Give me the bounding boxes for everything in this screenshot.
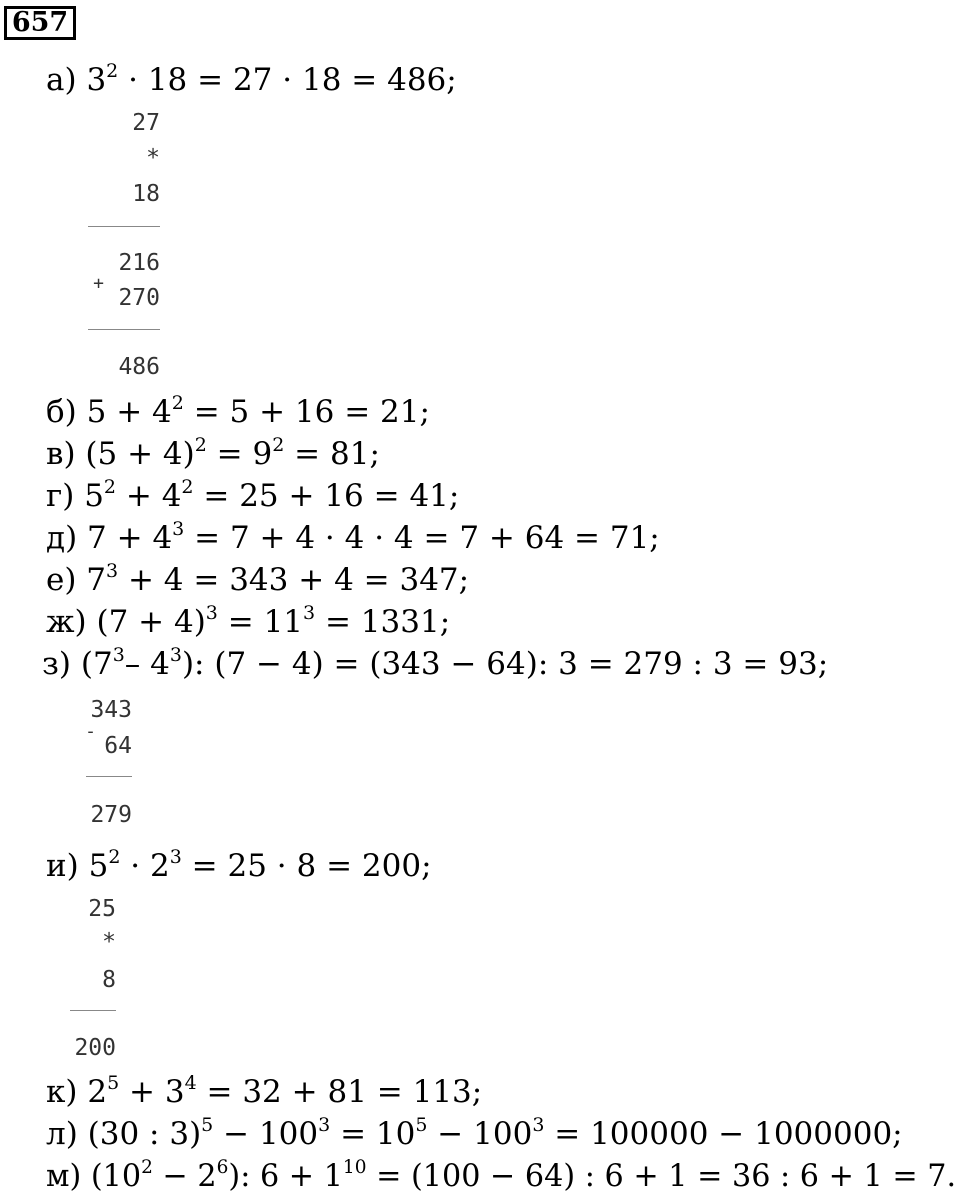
calc-a-top: 27 <box>132 110 160 136</box>
line-i: и) $5^2 \cdot 2^3 = 25 \cdot 8 = 200$; <box>46 846 432 884</box>
calc-i-bottom: 8 <box>102 967 116 993</box>
calc-i-op: * <box>102 929 116 955</box>
line-g: г) $5^2 + 4^2 = 25 + 16 = 41$; <box>46 476 460 514</box>
calc-z-op: - <box>85 721 96 742</box>
calc-i-rule <box>70 1010 116 1011</box>
line-zh: ж) $(7 + 4)^3 = 11^3 = 1331$; <box>46 602 451 640</box>
line-l: л) (30 : $3)^5 - 100^3 = 10^5 - 100^3 = 100000 - 1000000$; <box>46 1114 903 1152</box>
line-a: а) $3^2 \cdot 18 = 27 \cdot 18 = 486$; <box>46 60 457 98</box>
line-k: к) $2^5 + 3^4 = 32 + 81 = 113$; <box>46 1072 483 1110</box>
calc-a-partial-1: 216 <box>118 250 160 276</box>
calc-a-partial-2: 270 <box>118 285 160 311</box>
calc-z-rule <box>86 776 132 777</box>
calc-i-result: 200 <box>74 1035 116 1061</box>
calc-i-top: 25 <box>88 896 116 922</box>
line-m: м) $(10^2 - 2^6)$: $6 + 1^{10} = (100 - 64)$ : 6 + 1 = 36 : 6 + 1 = 7. <box>46 1156 957 1194</box>
calc-z-top: 343 <box>90 697 132 723</box>
line-v: в) $(5 + 4)^2 = 9^2 = 81$; <box>46 434 380 472</box>
line-z: з) ($7^3-$ $4^3$): (7 − 4) = (343 − 64): 3 = 279 : 3 = 93; <box>42 644 829 682</box>
calc-a-rule-2 <box>88 329 160 330</box>
problem-number: 657 <box>4 6 76 40</box>
line-d: д) $7 + 4^3 = 7 + 4 \cdot 4 \cdot 4 = 7 + 64 = 71$; <box>46 518 660 556</box>
calc-a-bottom: 18 <box>132 181 160 207</box>
calc-z-result: 279 <box>90 802 132 828</box>
line-e: е) $7^3 + 4 = 343 + 4 = 347$; <box>46 560 470 598</box>
line-b: б) $5 + 4^2 = 5 + 16 = 21$; <box>46 392 430 430</box>
calc-z-bottom: 64 <box>104 733 132 759</box>
calc-a-result: 486 <box>118 354 160 380</box>
calc-a-rule-1 <box>88 226 160 227</box>
calc-a-plus: + <box>93 273 104 294</box>
calc-a-op: * <box>146 145 160 171</box>
